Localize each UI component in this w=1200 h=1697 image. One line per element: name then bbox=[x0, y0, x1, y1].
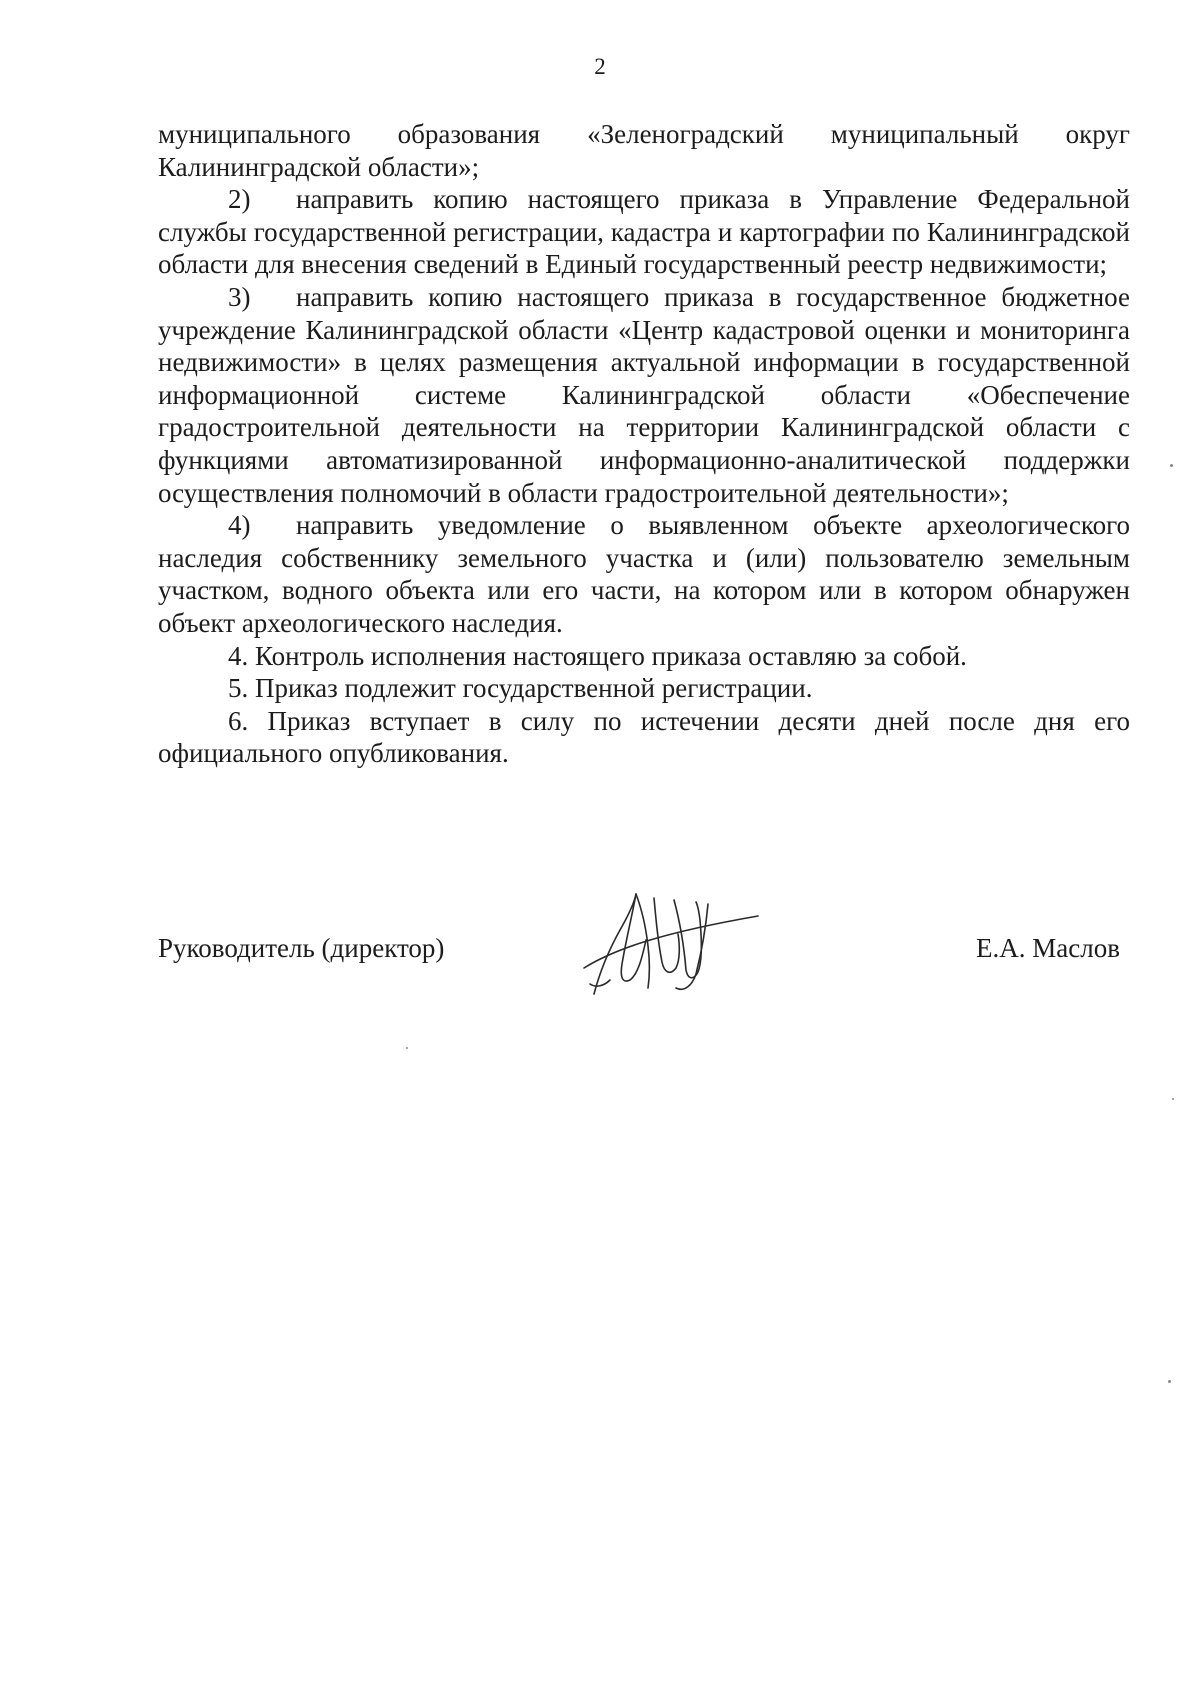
paragraph-continuation bbox=[158, 118, 1130, 183]
signer-position: Руководитель (директор) bbox=[158, 933, 445, 963]
paragraph-registration bbox=[158, 672, 1130, 705]
scan-speck bbox=[1172, 1098, 1174, 1100]
paragraph-text: 6. Приказ вступает в силу по истечении десяти дней после дня его официального опубликования. bbox=[158, 705, 1130, 769]
signer-name: Е.А. Маслов bbox=[976, 933, 1120, 963]
list-item-number: 4) bbox=[228, 510, 251, 541]
paragraph-effective-date bbox=[158, 705, 1130, 770]
list-item-3 bbox=[158, 281, 1130, 509]
scan-speck bbox=[406, 1047, 408, 1049]
paragraph-text: 5. Приказ подлежит государственной регистрации. bbox=[228, 673, 813, 704]
signature-block bbox=[158, 918, 1130, 978]
list-item-text: направить копию настоящего приказа в Управление Федеральной службы государственной регистрации, кадастра и картографии по Калининградской области для внесения сведений в Единый государственный реестр недвижимости; bbox=[158, 184, 1130, 280]
list-item-4 bbox=[158, 509, 1130, 639]
paragraph-text: 4. Контроль исполнения настоящего приказа оставляю за собой. bbox=[228, 640, 967, 671]
paragraph-control bbox=[158, 640, 1130, 673]
list-item-number: 3) bbox=[228, 281, 251, 312]
handwritten-signature bbox=[576, 876, 766, 1006]
paragraph-text: муниципального образования «Зеленоградский муниципальный округ Калининградской области»; bbox=[158, 119, 1130, 182]
list-item-text: направить уведомление о выявленном объекте археологического наследия собственнику земельного участка и (или) пользователю земельным участком, водного объекта или его части, на котором или в котором обнаружен объект археологического наследия. bbox=[158, 510, 1130, 638]
page-number: 2 bbox=[594, 54, 606, 79]
list-item-2 bbox=[158, 183, 1130, 281]
scan-speck bbox=[1170, 464, 1173, 467]
list-item-number: 2) bbox=[228, 184, 251, 215]
list-item-text: направить копию настоящего приказа в государственное бюджетное учреждение Калининградской области «Центр кадастровой оценки и мониторинга недвижимости» в целях размещения актуальной информации в государственной информационной системе Калининградской области «Обеспечение градостроительной деятельности на территории Калининградской области с функциями автоматизированной информационно-аналитической поддержки осуществления полномочий в области градостроительной деятельности»; bbox=[158, 281, 1130, 508]
document-body bbox=[158, 118, 1130, 770]
scan-speck bbox=[1168, 1380, 1171, 1383]
